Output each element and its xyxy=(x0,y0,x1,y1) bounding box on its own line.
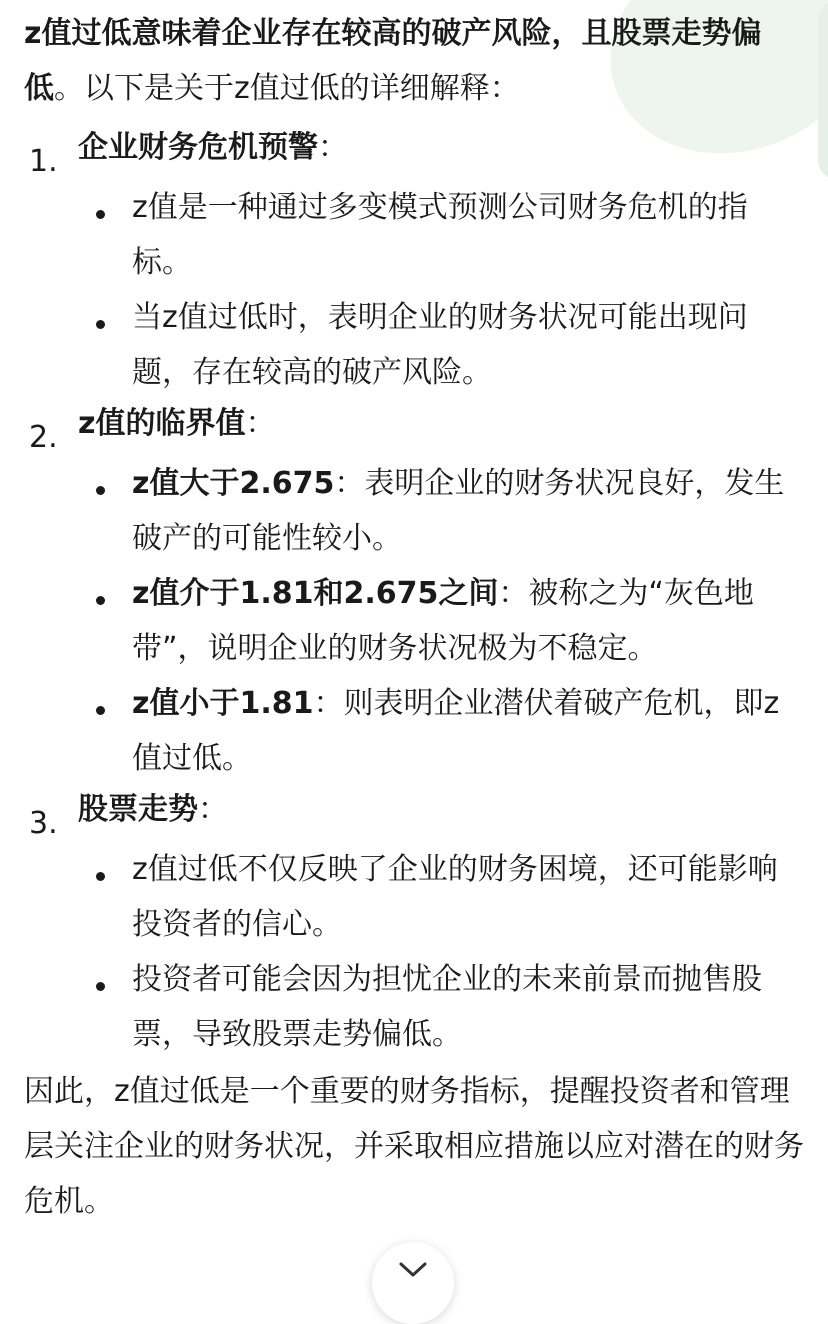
scroll-to-bottom-button[interactable] xyxy=(372,1242,454,1324)
list-item xyxy=(24,842,804,952)
bullet-text: ：则表明企业潜伏着破产危机，即z值过低。 xyxy=(132,686,780,776)
list-item xyxy=(24,456,804,566)
bullet-dot xyxy=(96,320,105,329)
list-item xyxy=(24,180,804,290)
section-colon: ： xyxy=(198,792,228,827)
bullet-dot xyxy=(96,982,105,991)
bullet-list xyxy=(24,842,804,1062)
bullet-dot xyxy=(96,706,105,715)
bullet-text: ：表明企业的财务状况良好，发生破产的可能性较小。 xyxy=(132,466,785,556)
list-item xyxy=(24,290,804,400)
bullet-bold: z值小于1.81 xyxy=(132,686,314,721)
bullet-text: 投资者可能会因为担忧企业的未来前景而抛售股票，导致股票走势偏低。 xyxy=(132,962,762,1052)
bullet-bold: z值介于1.81和2.675之间 xyxy=(132,576,499,611)
section-header xyxy=(24,396,804,454)
bullet-dot xyxy=(96,872,105,881)
section-1 xyxy=(24,120,804,400)
chevron-down-icon xyxy=(397,1260,429,1280)
bullet-dot xyxy=(96,596,105,605)
bullet-list xyxy=(24,456,804,786)
bullet-text: 当z值过低时，表明企业的财务状况可能出现问题，存在较高的破产风险。 xyxy=(132,300,748,390)
section-header xyxy=(24,120,804,178)
section-title: z值的临界值 xyxy=(78,406,246,441)
bullet-dot xyxy=(96,486,105,495)
list-number: 2. xyxy=(29,420,58,455)
list-item xyxy=(24,566,804,676)
intro-rest: 。以下是关于z值过低的详细解释： xyxy=(54,71,520,106)
bullet-text: ：被称之为“灰色地带”，说明企业的财务状况极为不稳定。 xyxy=(132,576,754,666)
bullet-text: z值是一种通过多变模式预测公司财务危机的指标。 xyxy=(132,190,748,280)
answer-content xyxy=(24,6,804,1229)
bullet-list xyxy=(24,180,804,400)
section-colon: ： xyxy=(318,130,348,165)
bullet-dot xyxy=(96,210,105,219)
section-3 xyxy=(24,782,804,1062)
section-2 xyxy=(24,396,804,786)
intro-bold: z值过低意味着企业存在较高的破产风险，且股票走势偏低 xyxy=(24,16,762,106)
conclusion-paragraph: 因此，z值过低是一个重要的财务指标，提醒投资者和管理层关注企业的财务状况，并采取相应措施以应对潜在的财务危机。 xyxy=(24,1074,804,1219)
list-item xyxy=(24,952,804,1062)
intro-paragraph xyxy=(24,6,804,116)
section-colon: ： xyxy=(245,406,276,441)
section-title: 企业财务危机预警 xyxy=(78,130,318,165)
section-title: 股票走势 xyxy=(78,792,198,827)
list-number: 1. xyxy=(29,144,58,179)
bullet-text: z值过低不仅反映了企业的财务困境，还可能影响投资者的信心。 xyxy=(132,852,778,942)
list-number: 3. xyxy=(29,806,58,841)
list-item xyxy=(24,676,804,786)
background-decoration-edge xyxy=(818,0,828,180)
section-header xyxy=(24,782,804,840)
bullet-bold: z值大于2.675 xyxy=(132,466,335,501)
